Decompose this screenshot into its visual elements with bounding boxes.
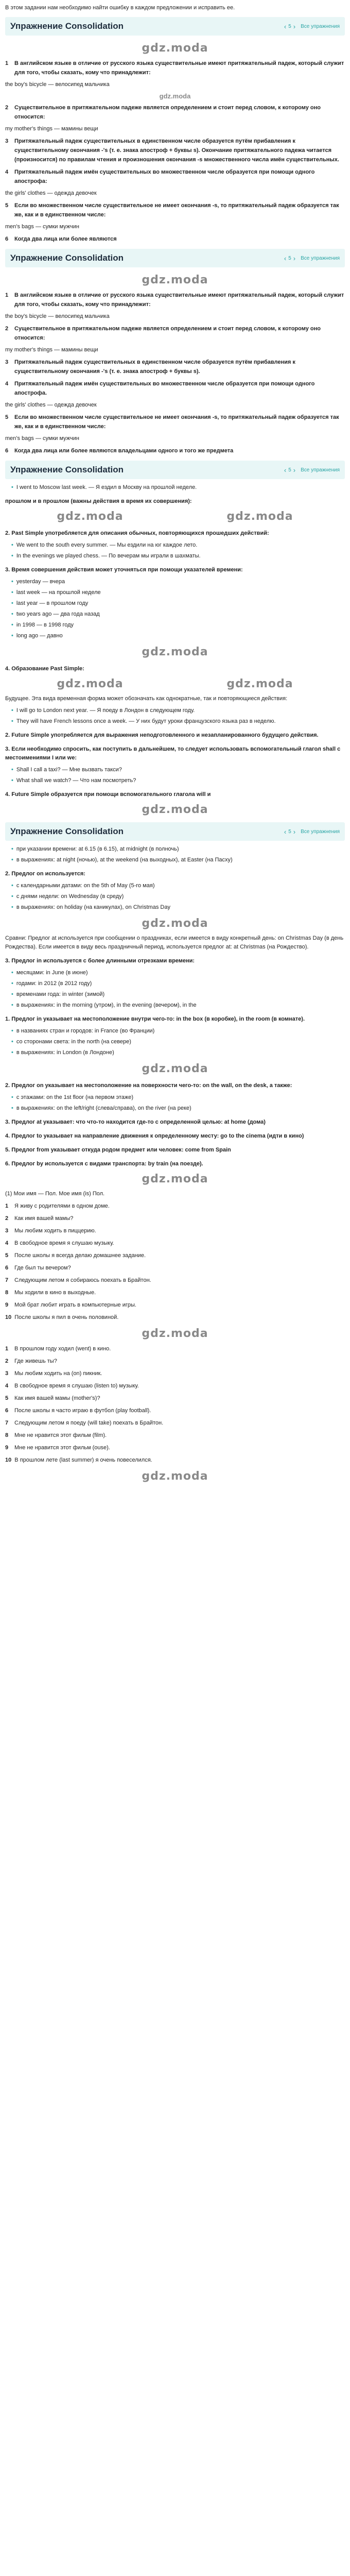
bullet-list bbox=[5, 1027, 345, 1057]
list-item: 3 Притяжательный падеж существительных в единственном числе образуется путём прибавления к существительному окончания -'s (т. е. знака апостроф + буквы s). bbox=[5, 359, 295, 375]
example: the girls' clothes — одежда девочек bbox=[5, 402, 97, 408]
list-item: • Shall I call a taxi? — Мне вызвать такси? bbox=[11, 767, 122, 773]
section-heading: 3. Если необходимо спросить, как поступить в дальнейшем, то следует использовать вспомогательный глагол shall с местоимениями I или we: bbox=[5, 746, 341, 761]
list-item: • They will have French lessons once a week. — У них будут уроки французского языка раз в неделю. bbox=[11, 718, 276, 724]
exercise-header bbox=[5, 461, 345, 479]
list-item: 5 Как имя вашей мамы (mother's)? bbox=[5, 1395, 100, 1401]
exercise-header bbox=[5, 249, 345, 267]
section-heading: 2. Предлог on используется: bbox=[5, 871, 85, 877]
list-item: 2 Существительное в притяжательном падеже является определением и стоит перед словом, к которому оно относится: bbox=[5, 105, 321, 120]
list-item: 6 Когда два лица или более являются bbox=[5, 236, 117, 242]
list-item: 10 После школы я пил в очень половиной. bbox=[5, 1314, 119, 1320]
watermark: gdz.moda bbox=[142, 917, 208, 930]
exercise-header bbox=[5, 17, 345, 36]
watermark: gdz.moda bbox=[159, 92, 191, 100]
list-item: 5 Если во множественном числе существительное не имеет окончания -s, то притяжательный падеж образуется так же, как и в единственном числе: bbox=[5, 414, 339, 430]
section-heading: 6. Предлог by используется с видами транспорта: by train (на поезде). bbox=[5, 1161, 203, 1167]
watermark-row bbox=[5, 1325, 345, 1341]
exercise-title: Упражнение Consolidation bbox=[10, 21, 124, 31]
list-item: • с календарными датами: on the 5th of May (5-го мая) bbox=[11, 883, 155, 889]
list-item: 8 Мы ходили в кино в выходные. bbox=[5, 1290, 96, 1296]
all-exercises-link[interactable]: Все упражнения bbox=[301, 828, 340, 835]
watermark: gdz.moda bbox=[142, 803, 208, 816]
bullet-list bbox=[5, 1093, 345, 1113]
list-item: 1 Я живу с родителями в одном доме. bbox=[5, 1203, 110, 1209]
exercise-number: 5 bbox=[288, 828, 291, 835]
list-item: 6 Где был ты вечером? bbox=[5, 1265, 71, 1271]
intro-text: В этом задании нам необходимо найти ошибку в каждом предложении и исправить ее. bbox=[5, 5, 235, 11]
section-heading: 3. Предлог in используется с более длинными отрезками времени: bbox=[5, 958, 195, 964]
watermark-row bbox=[5, 1060, 345, 1076]
list-item: • I will go to London next year. — Я поеду в Лондон в следующем году. bbox=[11, 707, 195, 714]
exercise-nav bbox=[284, 23, 295, 30]
section-heading: 5. Предлог from указывает откуда родом предмет или человек: come from Spain bbox=[5, 1147, 231, 1153]
watermark: gdz.moda bbox=[142, 646, 208, 658]
example: men's bags — сумки мужчин bbox=[5, 224, 79, 230]
list-item: 4 В свободное время я слушаю музыку. bbox=[5, 1240, 114, 1246]
next-arrow-icon[interactable]: › bbox=[293, 254, 296, 262]
section-heading: 2. Future Simple употребляется для выражения неподготовленного и незапланированного будущего действия. bbox=[5, 732, 319, 738]
watermark-row bbox=[5, 40, 345, 56]
section-heading: 2. Предлог on указывает на местоположение на поверхности чего-то: on the wall, on the desk, a также: bbox=[5, 1082, 292, 1089]
list-item: 4 В свободное время я слушаю (listen to) музыку. bbox=[5, 1383, 139, 1389]
list-item: 1 В английском языке в отличие от русского языка существительные имеют притяжательный падеж, который служит для того, чтобы сказать, кому что принадлежит: bbox=[5, 60, 344, 76]
section-heading: 4. Образование Past Simple: bbox=[5, 666, 84, 672]
list-item: • We went to the south every summer. — Мы ездили на юг каждое лето. bbox=[11, 542, 198, 548]
list-item: 3 Мы любим ходить на (on) пикник. bbox=[5, 1370, 102, 1377]
exercise-tools bbox=[284, 466, 340, 474]
list-item: 6 После школы я часто играю в футбол (play football). bbox=[5, 1408, 151, 1414]
list-item: • yesterday — вчера bbox=[11, 579, 65, 585]
list-item: 7 Следующим летом я поеду (will take) поехать в Брайтон. bbox=[5, 1420, 164, 1426]
list-item: • со сторонами света: in the north (на севере) bbox=[11, 1039, 131, 1045]
bullet-list bbox=[5, 578, 345, 640]
bullet-list bbox=[5, 766, 345, 785]
watermark-row bbox=[5, 801, 345, 817]
exercise-nav bbox=[284, 255, 295, 262]
section-heading: 2. Past Simple употребляется для описания обычных, повторяющихся прошедших действий: bbox=[5, 530, 269, 536]
watermark: gdz.moda bbox=[142, 42, 208, 55]
list-item: 9 Мне не нравится этот фильм (ouse). bbox=[5, 1445, 110, 1451]
list-item: • in 1998 — в 1998 году bbox=[11, 622, 74, 628]
watermark-row bbox=[5, 1468, 345, 1484]
all-exercises-link[interactable]: Все упражнения bbox=[301, 255, 340, 261]
example: the boy's bicycle — велосипед мальчика bbox=[5, 313, 110, 319]
list-item: • last week — на прошлой неделе bbox=[11, 589, 101, 596]
exercise-tools bbox=[284, 23, 340, 30]
prev-arrow-icon[interactable]: ‹ bbox=[284, 22, 287, 30]
list-item: • в выражениях: in the morning (утром), in the evening (вечером), in the bbox=[11, 1002, 197, 1008]
list-item: • при указании времени: at 6.15 (в 6.15), at midnight (в полночь) bbox=[11, 846, 179, 852]
list-item: • месяцами: in June (в июне) bbox=[11, 970, 88, 976]
example: my mother's things — мамины вещи bbox=[5, 126, 98, 132]
watermark-row bbox=[5, 272, 345, 287]
exercise-title: Упражнение Consolidation bbox=[10, 253, 124, 263]
paragraph: (1) Мои имя — Пол. Мое имя (is) Пол. bbox=[5, 1191, 105, 1197]
paragraph: Будущее. Эта вида временная форма может обозначать как однократные, так и повторяющиеся действия: bbox=[5, 696, 288, 702]
exercise-nav bbox=[284, 828, 295, 836]
bullet-list bbox=[5, 706, 345, 726]
watermark: gdz.moda bbox=[142, 1327, 208, 1340]
watermark: gdz.moda bbox=[142, 274, 208, 286]
bullet-list bbox=[5, 483, 345, 492]
next-arrow-icon[interactable]: › bbox=[293, 22, 296, 30]
list-item: • в выражениях: on holiday (на каникулах), on Christmas Day bbox=[11, 904, 170, 910]
list-item: • в выражениях: on the left/right (слева/справа), on the river (на реке) bbox=[11, 1105, 191, 1111]
exercise-tools bbox=[284, 255, 340, 262]
example: my mother's things — мамины вещи bbox=[5, 347, 98, 353]
section-heading: 3. Время совершения действия может уточняться при помощи указателей времени: bbox=[5, 567, 243, 573]
list-item: • In the evenings we played chess. — По вечерам мы играли в шахматы. bbox=[11, 553, 201, 559]
all-exercises-link[interactable]: Все упражнения bbox=[301, 467, 340, 473]
list-item: 9 Мой брат любит играть в компьютерные игры. bbox=[5, 1302, 136, 1308]
list-item: • What shall we watch? — Что нам посмотреть? bbox=[11, 777, 136, 784]
exercise-tools bbox=[284, 828, 340, 836]
watermark: gdz.moda bbox=[142, 1470, 208, 1483]
watermark-row bbox=[5, 1171, 345, 1187]
exercise-number: 5 bbox=[288, 255, 291, 261]
prev-arrow-icon[interactable]: ‹ bbox=[284, 254, 287, 262]
list-item: 6 Когда два лица или более являются владельцами одного и того же предмета bbox=[5, 448, 234, 454]
list-item: • с этажами: on the 1st floor (на первом этаже) bbox=[11, 1094, 134, 1100]
watermark-row bbox=[5, 92, 345, 100]
watermark-row bbox=[5, 643, 345, 659]
watermark: gdz.moda bbox=[226, 510, 293, 523]
watermark: gdz.moda bbox=[142, 1062, 208, 1075]
list-item: 5 Если во множественном числе существительное не имеет окончания -s, то притяжательный падеж образуется так же, как и в единственном числе: bbox=[5, 202, 339, 218]
list-item: 2 Существительное в притяжательном падеже является определением и стоит перед словом, к которому оно относится: bbox=[5, 326, 321, 341]
watermark-row bbox=[5, 675, 345, 691]
section-heading: прошлом и в прошлом (важны действия в время их совершения): bbox=[5, 498, 192, 504]
section-heading: 3. Предлог at указывает: что что-то находится где-то с определенной целью: at home (дома) bbox=[5, 1119, 266, 1125]
list-item: • I went to Moscow last week. — Я ездил в Москву на прошлой неделе. bbox=[11, 484, 197, 490]
list-item: 1 В английском языке в отличие от русского языка существительные имеют притяжательный падеж, который служит для того, чтобы сказать, кому что принадлежит: bbox=[5, 292, 344, 308]
list-item: 1 В прошлом году ходил (went) в кино. bbox=[5, 1346, 111, 1352]
list-item: • long ago — давно bbox=[11, 633, 63, 639]
bullet-list bbox=[5, 845, 345, 865]
watermark: gdz.moda bbox=[142, 1173, 208, 1185]
watermark: gdz.moda bbox=[57, 677, 124, 690]
list-item: 10 В прошлом лете (last summer) я очень повеселился. bbox=[5, 1457, 152, 1463]
list-item: 7 Следующим летом я собираюсь поехать в Брайтон. bbox=[5, 1277, 151, 1283]
watermark-row bbox=[5, 508, 345, 524]
watermark-row bbox=[5, 915, 345, 931]
list-item: • в выражениях: at night (ночью), at the weekend (на выходных), at Easter (на Пасху) bbox=[11, 857, 233, 863]
list-item: • годами: in 2012 (в 2012 году) bbox=[11, 980, 92, 987]
list-item: • в выражениях: in London (в Лондоне) bbox=[11, 1049, 114, 1056]
next-arrow-icon[interactable]: › bbox=[293, 466, 296, 474]
list-item: • в названиях стран и городов: in France (во Франции) bbox=[11, 1028, 155, 1034]
section-heading: 1. Предлог in указывает на местоположение внутри чего-то: in the box (в коробке), in the room (в комнате). bbox=[5, 1016, 305, 1022]
section-heading: 4. Future Simple образуется при помощи вспомогательного глагола will и bbox=[5, 791, 211, 798]
list-item: 8 Мне не нравится этот фильм (film). bbox=[5, 1432, 107, 1438]
prev-arrow-icon[interactable]: ‹ bbox=[284, 827, 287, 836]
list-item: 3 Притяжательный падеж существительных в единственном числе образуется путём прибавления к существительному окончания -'s (т. е. знака апостроф + буквы s). Окончание притяжательного падежа читается (произносится) по правилам чтения и произношения окончания -s множественного числа имён существительных. bbox=[5, 138, 339, 163]
watermark: gdz.moda bbox=[57, 510, 124, 523]
list-item: • временами года: in winter (зимой) bbox=[11, 991, 105, 997]
list-item: • last year — в прошлом году bbox=[11, 600, 89, 606]
list-item: 2 Где живешь ты? bbox=[5, 1358, 57, 1364]
list-item: 4 Притяжательный падеж имён существительных во множественном числе образуется при помощи одного апострофа. bbox=[5, 381, 315, 396]
bullet-list bbox=[5, 541, 345, 561]
list-item: 2 Как имя вашей мамы? bbox=[5, 1215, 74, 1222]
list-item: • с днями недели: on Wednesday (в среду) bbox=[11, 893, 124, 900]
exercise-title: Упражнение Consolidation bbox=[10, 826, 124, 836]
all-exercises-link[interactable]: Все упражнения bbox=[301, 23, 340, 29]
bullet-list bbox=[5, 969, 345, 1010]
next-arrow-icon[interactable]: › bbox=[293, 827, 296, 836]
list-item: 3 Мы любим ходить в пиццерию. bbox=[5, 1228, 96, 1234]
list-item: 5 После школы я всегда делаю домашнее задание. bbox=[5, 1252, 146, 1259]
bullet-list bbox=[5, 882, 345, 912]
example: the girls' clothes — одежда девочек bbox=[5, 190, 97, 196]
list-item: • two years ago — два года назад bbox=[11, 611, 100, 617]
section-heading: 4. Предлог to указывает на направление движения к определенному месту: go to the cinema (идти в кино) bbox=[5, 1133, 304, 1139]
exercise-header bbox=[5, 822, 345, 841]
example: men's bags — сумки мужчин bbox=[5, 435, 79, 442]
list-item: 4 Притяжательный падеж имён существительных во множественном числе образуется при помощи одного апострофа: bbox=[5, 169, 315, 184]
exercise-number: 5 bbox=[288, 23, 291, 29]
example: the boy's bicycle — велосипед мальчика bbox=[5, 81, 110, 88]
exercise-title: Упражнение Consolidation bbox=[10, 465, 124, 474]
exercise-number: 5 bbox=[288, 467, 291, 473]
paragraph: Сравни: Предлог at используется при сообщении о праздниках, если имеется в виду конкретный день: on Christmas Day (в день Рождества). Если имеется в виду весь праздничный период, используется предлог at: at Christmas (на Рождество). bbox=[5, 935, 344, 950]
watermark: gdz.moda bbox=[226, 677, 293, 690]
exercise-nav bbox=[284, 466, 295, 474]
prev-arrow-icon[interactable]: ‹ bbox=[284, 466, 287, 474]
